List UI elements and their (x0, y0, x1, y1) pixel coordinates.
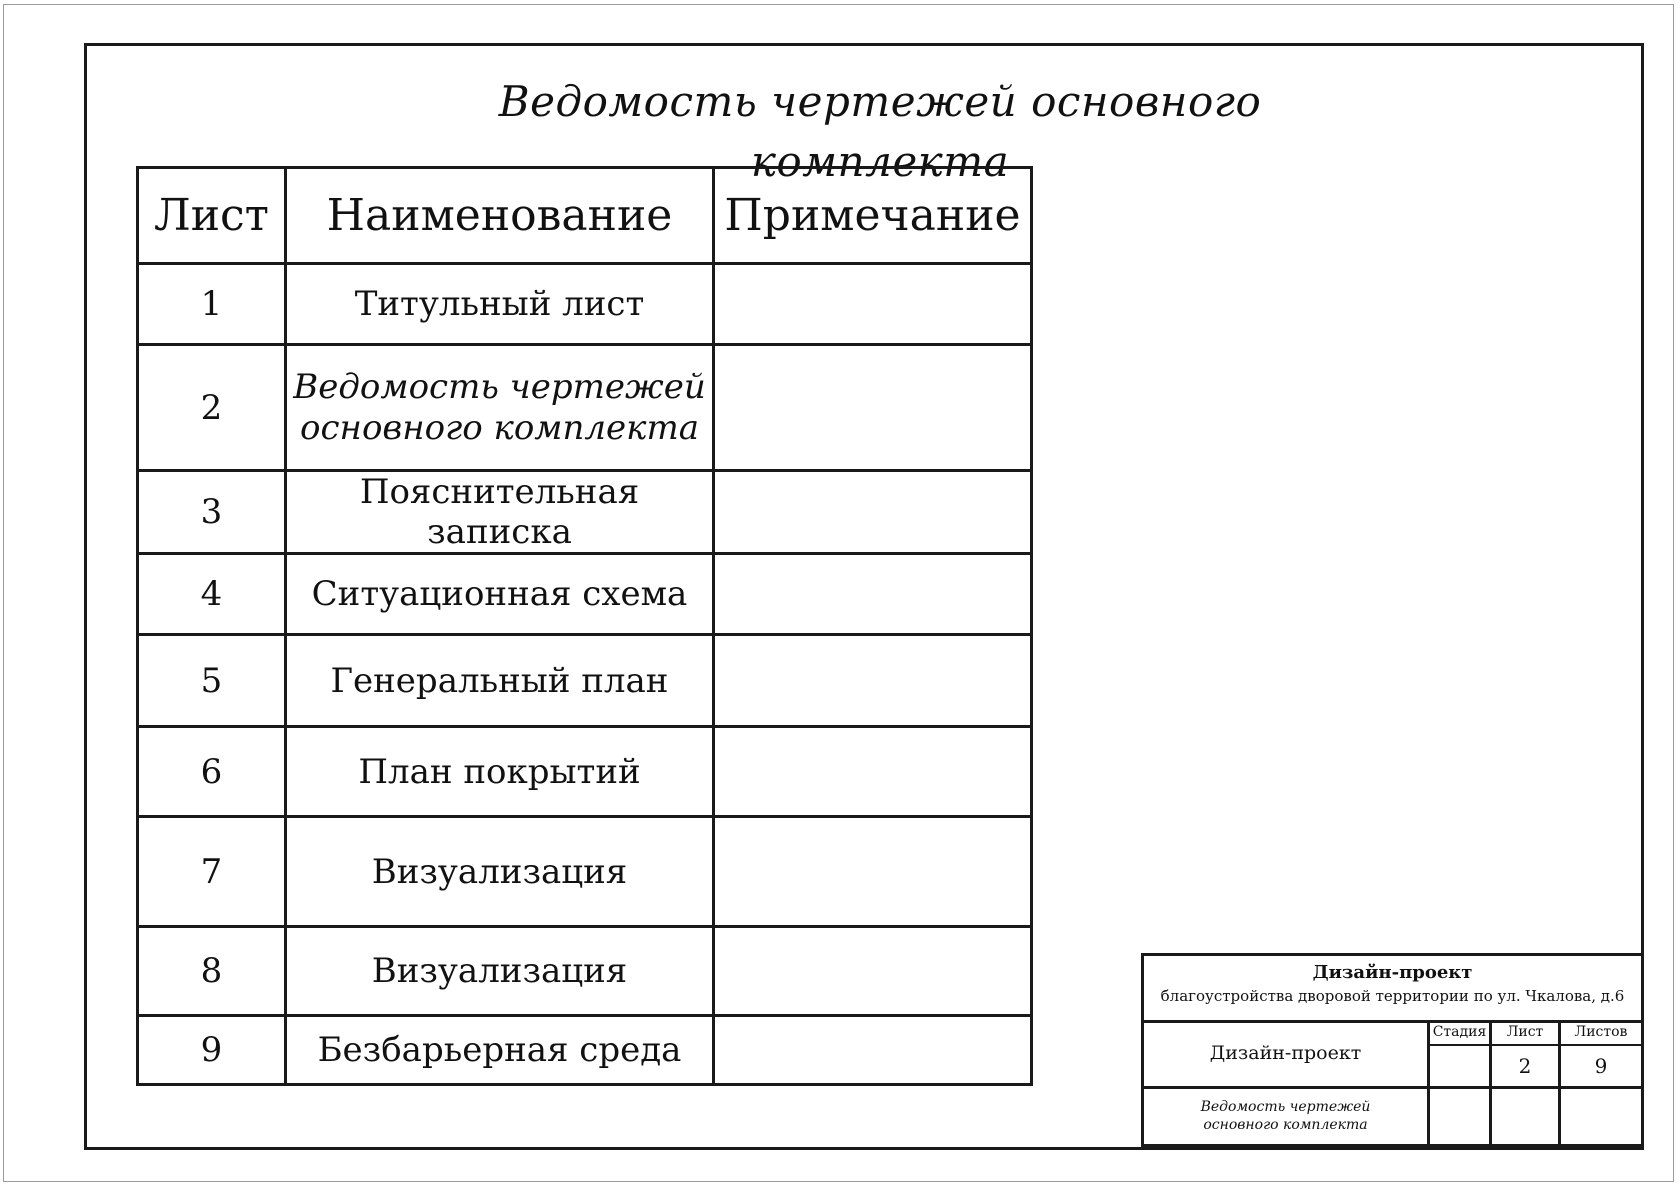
stamp-doc-type: Дизайн-проект (1209, 1042, 1362, 1064)
table-row (138, 1016, 1032, 1085)
title-block-divider (1144, 1086, 1641, 1089)
row-note (714, 927, 1032, 1016)
table-row (138, 927, 1032, 1016)
row-name: Ситуационная схема (286, 554, 714, 635)
stamp-sheet-name: Ведомость чертежей основного комплекта (1200, 1099, 1371, 1134)
row-note (714, 554, 1032, 635)
row-name: Ведомость чертежей основного комплекта (286, 345, 714, 471)
row-sheet-number: 7 (138, 817, 286, 927)
table-row (138, 817, 1032, 927)
row-sheet-number: 3 (138, 471, 286, 554)
table-row (138, 727, 1032, 817)
row-name: Визуализация (286, 817, 714, 927)
row-sheet-number: 4 (138, 554, 286, 635)
stamp-stage-label: Стадия (1432, 1024, 1487, 1040)
row-note (714, 1016, 1032, 1085)
table-row (138, 264, 1032, 345)
row-sheet-number: 1 (138, 264, 286, 345)
table-row (138, 345, 1032, 471)
row-note (714, 727, 1032, 817)
page-title: Ведомость чертежей основного комплекта (498, 77, 1262, 186)
stamp-project-title: Дизайн-проект (1312, 962, 1473, 983)
row-name: Визуализация (286, 927, 714, 1016)
row-note (714, 345, 1032, 471)
row-sheet-number: 9 (138, 1016, 286, 1085)
row-sheet-number: 6 (138, 727, 286, 817)
row-sheet-number: 5 (138, 635, 286, 727)
table-row (138, 635, 1032, 727)
table-row (138, 471, 1032, 554)
title-block-divider (1144, 1020, 1641, 1023)
row-note (714, 471, 1032, 554)
row-note (714, 817, 1032, 927)
row-note (714, 635, 1032, 727)
row-sheet-number: 8 (138, 927, 286, 1016)
row-note (714, 264, 1032, 345)
stamp-sheet-label: Лист (1506, 1024, 1544, 1040)
table-header-row (138, 168, 1032, 264)
header-sheet: Лист (138, 168, 286, 264)
row-name: Генеральный план (286, 635, 714, 727)
stamp-project-subtitle: благоустройства дворовой территории по ул. Чкалова, д.6 (1160, 987, 1625, 1005)
row-name: Безбарьерная среда (286, 1016, 714, 1085)
title-block (1141, 953, 1644, 1147)
row-name: Пояснительная записка (286, 471, 714, 554)
table-row (138, 554, 1032, 635)
header-note: Примечание (714, 168, 1032, 264)
stamp-sheets-value: 9 (1594, 1054, 1608, 1078)
drawings-table (136, 166, 1033, 1086)
row-name: Титульный лист (286, 264, 714, 345)
stamp-sheets-label: Листов (1574, 1024, 1628, 1040)
stamp-sheet-value: 2 (1518, 1054, 1532, 1078)
title-block-divider (1428, 1044, 1641, 1046)
row-name: План покрытий (286, 727, 714, 817)
header-name: Наименование (286, 168, 714, 264)
row-sheet-number: 2 (138, 345, 286, 471)
